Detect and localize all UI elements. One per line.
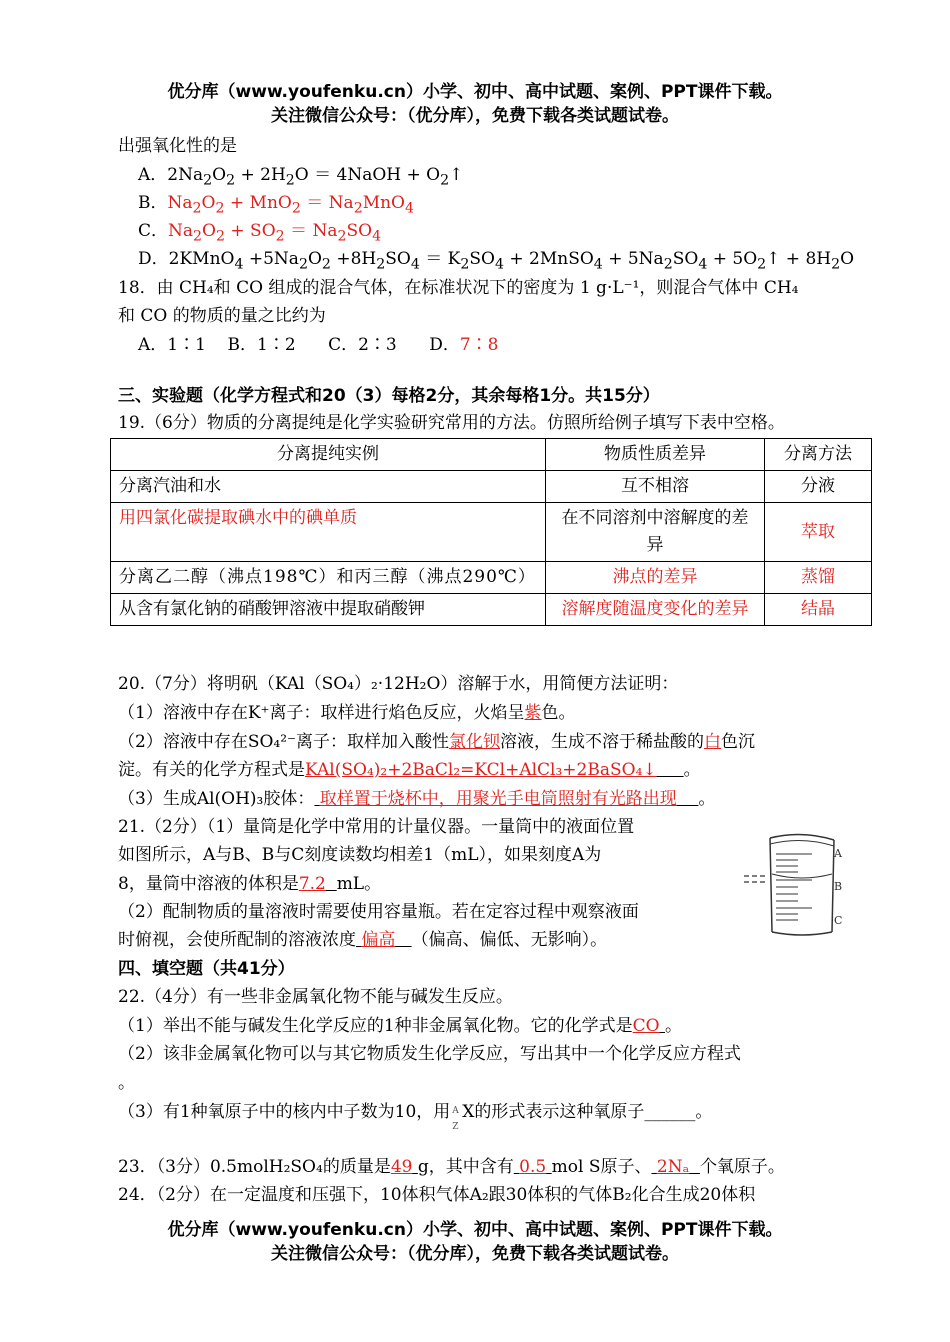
q22-blank: ______ <box>644 1102 696 1122</box>
table-cell: 从含有氯化钠的硝酸钾溶液中提取硝酸钾 <box>111 594 546 626</box>
q20-equation: KAl(SO₄)₂+2BaCl₂=KCl+AlCl₃+2BaSO₄↓ <box>305 760 657 780</box>
q23-answer-3: 2Nₐ <box>656 1157 690 1177</box>
q20-answer-3: 白 <box>704 732 722 752</box>
table-header: 分离提纯实例 <box>111 439 546 471</box>
table-row <box>111 503 872 562</box>
header-line-2: 关注微信公众号：（优分库），免费下载各类试题试卷。 <box>271 106 679 126</box>
separation-table <box>110 438 872 626</box>
q18-option-a: A．1∶1 <box>138 335 206 355</box>
q19-intro: 19.（6分）物质的分离提纯是化学实验研究常用的方法。仿照所给例子填写下表中空格。 <box>118 413 785 433</box>
q21-line-1: 21.（2分）（1）量筒是化学中常用的计量仪器。一量筒中的液面位置 <box>118 817 635 837</box>
q22-part-2-end: 。 <box>118 1073 135 1093</box>
q21-answer-2: 偏高 <box>361 930 396 950</box>
q18-text-2: 和 CO 的物质的量之比约为 <box>118 306 326 326</box>
table-cell: 分离汽油和水 <box>111 471 546 503</box>
cylinder-label-b: B <box>834 880 843 893</box>
nuclide-notation: A Z <box>452 1106 459 1132</box>
q18-option-c: C．2∶3 <box>328 335 397 355</box>
q20-part-2-eq: 淀。有关的化学方程式是KAl(SO₄)₂+2BaCl₂=KCl+AlCl₃+2BaSO₄↓ 。 <box>118 760 701 780</box>
q17-option-c-answer: $Na_2O_2 + SO_2 = Na_2SO_4$ <box>168 221 382 245</box>
q20-part-3: （3）生成Al(OH)₃胶体： 取样置于烧杯中，用聚光手电筒照射有光路出现 。 <box>118 789 716 809</box>
table-cell: 分离乙二醇（沸点198℃）和丙三醇（沸点290℃） <box>111 562 546 594</box>
q21-line-5: 时俯视，会使所配制的溶液浓度 偏高 （偏高、偏低、无影响）。 <box>118 930 608 950</box>
q18-answer: 7∶8 <box>459 335 499 355</box>
footer-line-1: 优分库（www.youfenku.cn）小学、初中、高中试题、案例、PPT课件下载。 <box>167 1220 783 1240</box>
q20-part-1: （1）溶液中存在K⁺离子：取样进行焰色反应，火焰呈紫色。 <box>118 703 576 723</box>
q22-answer-1: CO <box>632 1016 660 1036</box>
q20-answer-4: 取样置于烧杯中，用聚光手电筒照射有光路出现 <box>319 789 677 809</box>
q24-text: 24．（2分）在一定温度和压强下，10体积气体A₂跟30体积的气体B₂化合生成20体积 <box>118 1185 756 1205</box>
q18-text-1: 18．由 CH₄和 CO 组成的混合气体，在标准状况下的密度为 1 g·L⁻¹，则混合气体中 CH₄ <box>118 278 799 298</box>
table-cell-answer: 萃取 <box>765 503 872 562</box>
table-cell: 在不同溶剂中溶解度的差异 <box>546 503 765 562</box>
section-4-title: 四、填空题（共41分） <box>118 959 295 979</box>
table-cell: 互不相溶 <box>546 471 765 503</box>
graduated-cylinder-figure <box>742 832 852 942</box>
q20-answer-1: 紫 <box>524 703 542 723</box>
q17-option-d: D．2KMnO$_4$ $+5Na_2O_2 +8H_2SO_4 = K_2SO_4$ + 2MnSO$_4$ + $5Na_2SO_4$ + $5O_2↑ + 8H_2O$ <box>138 249 855 273</box>
q20-answer-2: 氯化钡 <box>449 732 501 752</box>
q18-option-d-label: D． <box>429 335 460 355</box>
q17-option-b-answer: $Na_2O_2 + MnO_2 = Na_2MnO_4$ <box>167 193 415 217</box>
q21-line-2: 如图所示，A与B、B与C刻度读数均相差1（mL），如果刻度A为 <box>118 845 602 865</box>
q23-answer-2: 0.5 <box>519 1157 547 1177</box>
q18-option-b: B．1∶2 <box>227 335 296 355</box>
q20-intro: 20.（7分）将明矾（KAl（SO₄）₂·12H₂O）溶解于水，用简便方法证明： <box>118 674 679 694</box>
q23-answer-1: 49 <box>390 1157 413 1177</box>
table-row <box>111 562 872 594</box>
table-cell-answer: 溶解度随温度变化的差异 <box>546 594 765 626</box>
q21-line-3: 8，量筒中溶液的体积是7.2 mL。 <box>118 874 382 894</box>
q20-part-2: （2）溶液中存在SO₄²⁻离子：取样加入酸性氯化钡溶液，生成不溶于稀盐酸的白色沉 <box>118 732 756 752</box>
table-header: 物质性质差异 <box>546 439 765 471</box>
q17-option-c: C．$Na_2O_2 + SO_2 = Na_2SO_4$ <box>138 221 382 245</box>
table-cell-answer: 用四氯化碳提取碘水中的碘单质 <box>111 503 546 562</box>
table-cell-answer: 蒸馏 <box>765 562 872 594</box>
q21-line-4: （2）配制物质的量溶液时需要使用容量瓶。若在定容过程中观察液面 <box>118 902 639 922</box>
table-header: 分离方法 <box>765 439 872 471</box>
q23-text: 23．（3分）0.5molH₂SO₄的质量是49 g，其中含有 0.5 mol S原子、 2Nₐ 个氧原子。 <box>118 1157 785 1177</box>
header-line-1: 优分库（www.youfenku.cn）小学、初中、高中试题、案例、PPT课件下载。 <box>167 82 783 102</box>
table-row <box>111 594 872 626</box>
q17-option-b: B．$Na_2O_2 + MnO_2 = Na_2MnO_4$ <box>138 193 415 217</box>
table-header-row <box>111 439 872 471</box>
q22-part-1: （1）举出不能与碱发生化学反应的1种非金属氧化物。它的化学式是CO 。 <box>118 1016 682 1036</box>
table-cell: 分液 <box>765 471 872 503</box>
q22-part-3: （3）有1种氧原子中的核内中子数为10，用 A Z X的形式表示这种氧原子______。 <box>118 1102 713 1132</box>
q22-intro: 22.（4分）有一些非金属氧化物不能与碱发生反应。 <box>118 987 513 1007</box>
footer-line-2: 关注微信公众号：（优分库），免费下载各类试题试卷。 <box>271 1244 679 1264</box>
table-row <box>111 471 872 503</box>
cylinder-label-a: A <box>834 847 842 860</box>
table-cell-answer: 结晶 <box>765 594 872 626</box>
q21-answer-1: 7.2 <box>298 874 326 894</box>
section-3-title: 三、实验题（化学方程式和20（3）每格2分，其余每格1分。共15分） <box>118 386 660 406</box>
q22-part-2: （2）该非金属氧化物可以与其它物质发生化学反应，写出其中一个化学反应方程式 <box>118 1044 741 1064</box>
cylinder-label-c: C <box>834 914 843 927</box>
q18-options <box>138 333 498 357</box>
table-cell-answer: 沸点的差异 <box>546 562 765 594</box>
q17-intro: 出强氧化性的是 <box>118 136 237 156</box>
q17-option-a: A．$2Na_2O_2 + 2H_2O$ ＝ 4NaOH + $O_2↑$ <box>138 165 464 189</box>
